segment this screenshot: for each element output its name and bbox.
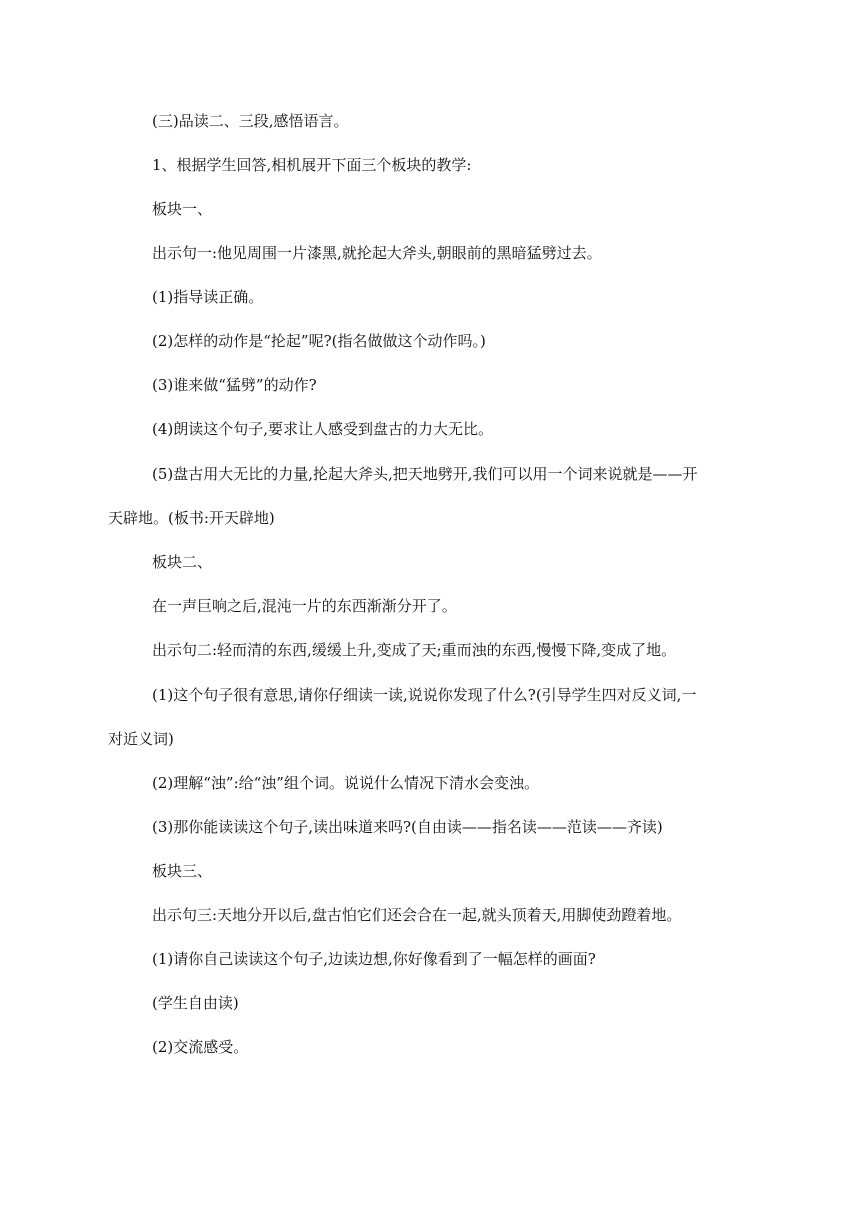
section-heading: (三)品读二、三段,感悟语言。	[152, 112, 349, 130]
paragraph: 出示句三:天地分开以后,盘古怕它们还会合在一起,就头顶着天,用脚使劲蹬着地。	[152, 906, 682, 924]
list-item: (2)理解“浊”:给“浊”组个词。说说什么情况下清水会变浊。	[152, 774, 539, 792]
document-body	[108, 112, 730, 1082]
paragraph: 出示句二:轻而清的东西,缓缓上升,变成了天;重而浊的东西,慢慢下降,变成了地。	[152, 641, 677, 659]
list-item: (3)那你能读读这个句子,读出味道来吗?(自由读——指名读——范读——齐读)	[152, 818, 663, 836]
list-item: (4)朗读这个句子,要求让人感受到盘古的力大无比。	[152, 420, 494, 438]
list-item: (1)请你自己读读这个句子,边读边想,你好像看到了一幅怎样的画面?	[152, 950, 596, 968]
paragraph: 在一声巨响之后,混沌一片的东西渐渐分开了。	[152, 597, 457, 615]
list-item: (2)交流感受。	[152, 1038, 249, 1056]
paragraph: (学生自由读)	[152, 994, 239, 1012]
list-item: (1)这个句子很有意思,请你仔细读一读,说说你发现了什么?(引导学生四对反义词,一对近义词)	[108, 686, 697, 748]
list-item: (5)盘古用大无比的力量,抡起大斧头,把天地劈开,我们可以用一个词来说就是——开天辟地。(板书:开天辟地)	[108, 465, 698, 527]
list-item: (2)怎样的动作是“抡起”呢?(指名做做这个动作吗。)	[152, 332, 486, 350]
paragraph: 1、根据学生回答,相机展开下面三个板块的教学:	[152, 156, 472, 174]
list-item: (3)谁来做“猛劈”的动作?	[152, 376, 317, 394]
block-heading: 板块一、	[152, 200, 213, 218]
paragraph: 出示句一:他见周围一片漆黑,就抡起大斧头,朝眼前的黑暗猛劈过去。	[152, 244, 602, 262]
block-heading: 板块二、	[152, 553, 213, 571]
block-heading: 板块三、	[152, 862, 213, 880]
list-item: (1)指导读正确。	[152, 288, 264, 306]
